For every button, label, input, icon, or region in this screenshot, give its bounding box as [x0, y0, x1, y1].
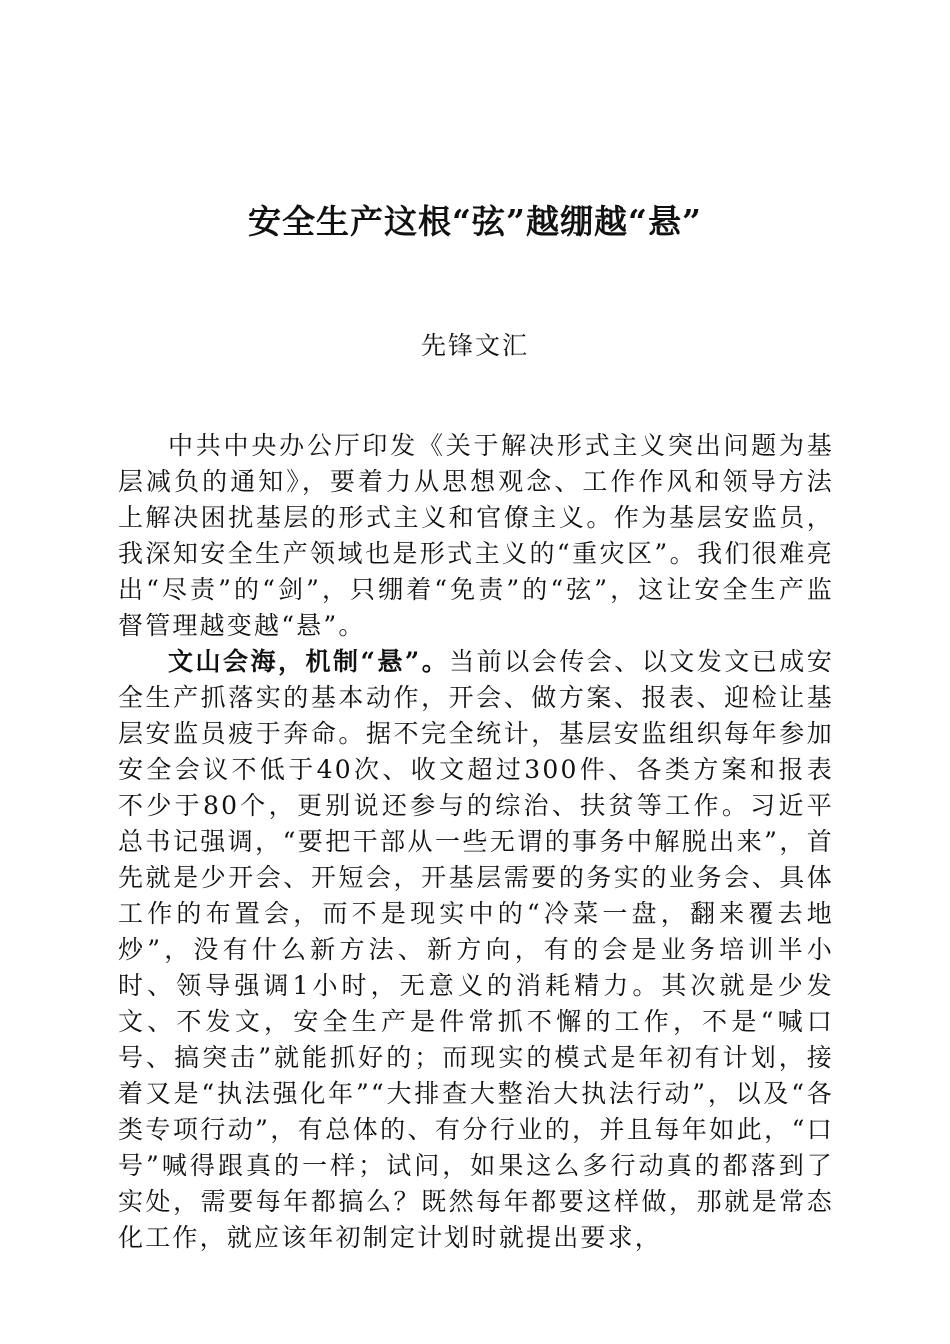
- document-body: [118, 428, 834, 1256]
- paragraph-text: 当前以会传会、以文发文已成安全生产抓落实的基本动作，开会、做方案、报表、迎检让基层安监员疲于奔命。据不完全统计，基层安监组织每年参加安全会议不低于40次、收文超过300件、各类方案和报表不少于80个，更别说还参与的综治、扶贫等工作。习近平总书记强调，“要把干部从一些无谓的事务中解脱出来”，首先就是少开会、开短会，开基层需要的务实的业务会、具体工作的布置会，而不是现实中的“冷菜一盘，翻来覆去地炒”，没有什么新方法、新方向，有的会是业务培训半小时、领导强调1小时，无意义的消耗精力。其次就是少发文、不发文，安全生产是件常抓不懈的工作，不是“喊口号、搞突击”就能抓好的；而现实的模式是年初有计划，接着又是“执法强化年”“大排查大整治大执法行动”，以及“各类专项行动”，有总体的、有分行业的，并且每年如此，“口号”喊得跟真的一样；试问，如果这么多行动真的都落到了实处，需要每年都搞么？既然每年都要这样做，那就是常态化工作，就应该年初制定计划时就提出要求，: [118, 647, 834, 1252]
- document-title: 安全生产这根“弦”越绷越“悬”: [248, 202, 702, 241]
- paragraph-intro: [118, 428, 834, 644]
- author-name: 先锋文汇: [420, 331, 529, 360]
- paragraph-text: 中共中央办公厅印发《关于解决形式主义突出问题为基层减负的通知》，要着力从思想观念、工作作风和领导方法上解决困扰基层的形式主义和官僚主义。作为基层安监员，我深知安全生产领域也是形式主义的“重灾区”。我们很难亮出“尽责”的“剑”，只绷着“免责”的“弦”，这让安全生产监督管理越变越“悬”。: [118, 431, 834, 640]
- paragraph-lead-heading: 文山会海，机制“悬”。: [168, 647, 450, 676]
- paragraph-mechanism: [118, 644, 834, 1256]
